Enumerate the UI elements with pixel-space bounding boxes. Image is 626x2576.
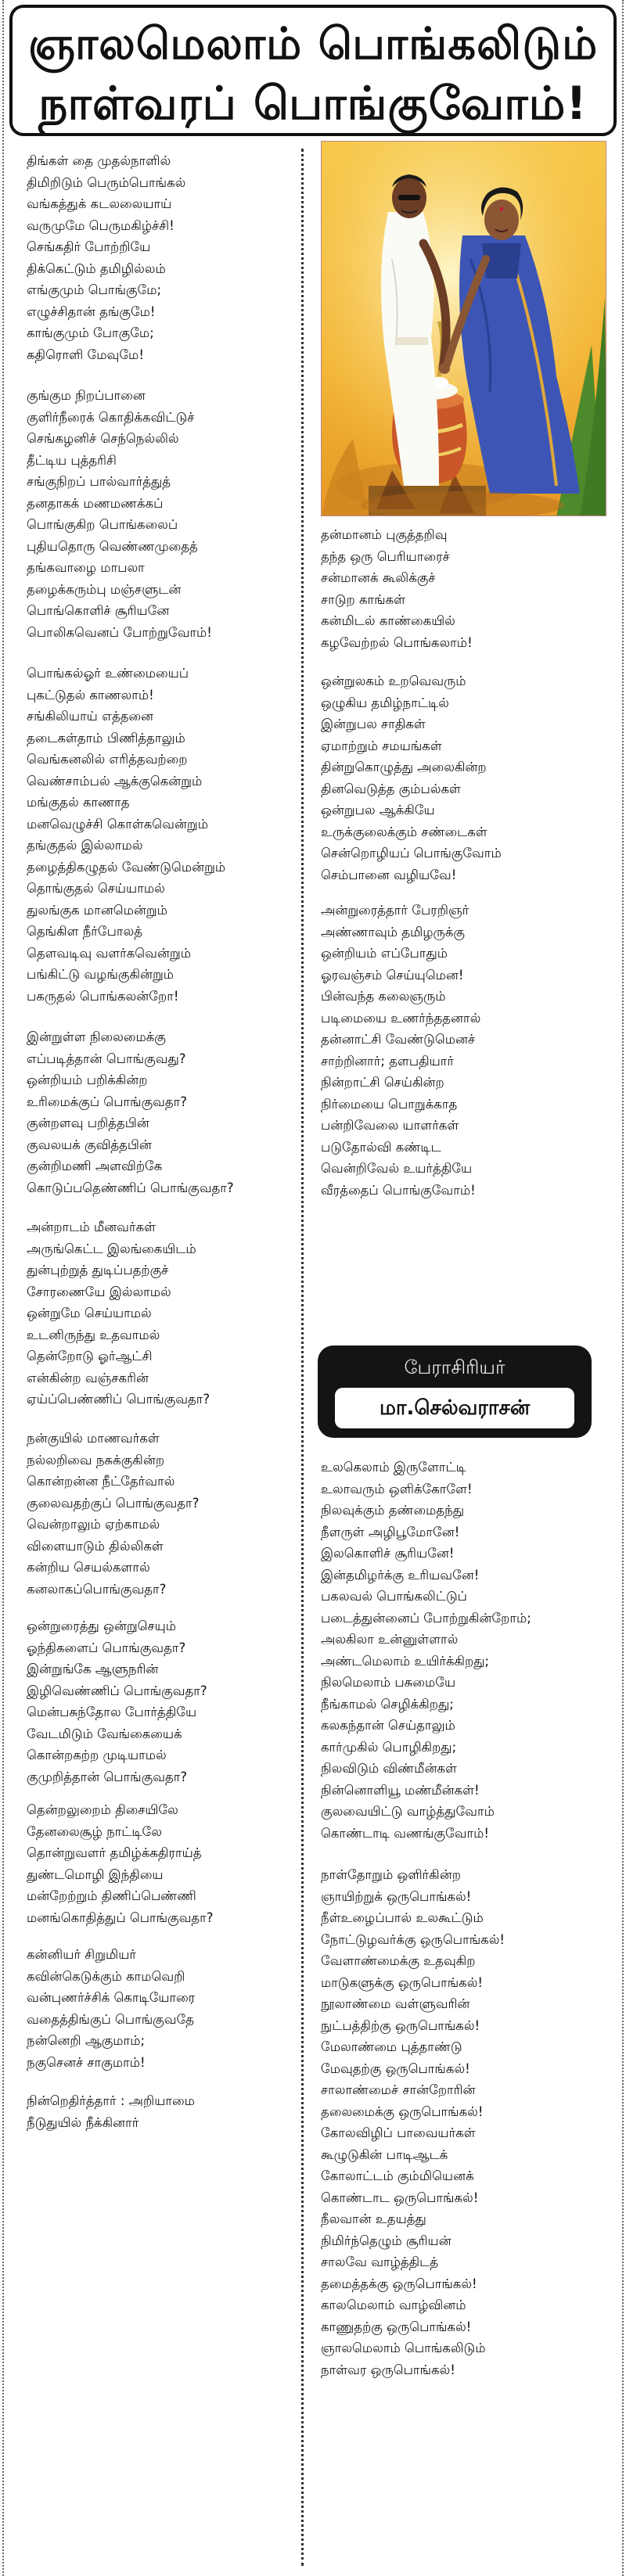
poem-line: உடனிருந்து உதவாமல் [27,1327,160,1342]
poem-line: தொங்குதல் செய்யாமல் [27,881,165,896]
poem-line: வெண்சாம்பல் ஆக்குகென்றும் [27,773,203,789]
poem-line: தெங்கிள நீர்போலத் [27,924,142,939]
poem-line: காணுதற்கு ஒருபொங்கல்! [321,2319,472,2334]
poem-line: கனலாகப்பொங்குவதா? [27,1581,167,1597]
poem-line: ஒன்றுலகம் உறவெவரும் [321,674,466,688]
poem-line: அன்றாடம் மீனவர்கள் [27,1220,156,1234]
poem-line: கொன்றகற்ற முடியாமல் [27,1748,167,1762]
poem-line: நீலவான் உதயத்து [321,2211,426,2226]
poem-line: அண்ணாவும் தமிழருக்கு [321,924,465,940]
poem-line: சாடுற காங்கள் [321,591,406,607]
poem-line: நிலமெலாம் பசுமையே [321,1675,456,1690]
poem-line: மன்றேற்றும் திணிப்பெண்ணி [27,1888,196,1903]
poem-line: நன்குயில் மாணவர்கள் [27,1431,160,1446]
poem-line: வென்றாலும் ஏற்காமல் [27,1517,160,1532]
poem-line: தின்றுகொழுத்து அலைகின்ற [321,760,487,774]
poem-line: நூலாண்மை வள்ளுவரின் [321,1996,470,2011]
poem-line: நின்றெதிர்த்தார் : அறியாமை [27,2093,195,2108]
poem-line: தங்குதல் இல்லாமல் [27,838,143,853]
poem-line: சோரணையே இல்லாமல் [27,1284,171,1299]
poem-line: கொடுப்பதெண்ணிப் பொங்குவதா? [27,1180,234,1195]
headline-line-2: நாள்வரப் பொங்குவோம்! [38,77,588,130]
poem-line: நாள்வர ஒருபொங்கல்! [321,2362,455,2377]
poem-line: தலைமைக்கு ஒருபொங்கல்! [321,2104,484,2119]
poem-line: தென்றோடு ஓர்ஆட்சி [27,1349,153,1363]
right-stanza-3 [321,900,618,1201]
poem-line: புதியதொரு வெண்ணமுதைத் [27,538,198,554]
poem-line: வன்புணர்ச்சிக் கொடியோரை [27,1990,196,2005]
poem-line: தெளவடிவு வளர்கவென்றும் [27,945,191,961]
poem-line: விளையாடும் தில்லிகள் [27,1538,164,1554]
poem-line: காங்குமும் போகுமே; [27,325,154,340]
poem-line: இன்றுள்ள நிலைமைக்கு [27,1029,166,1044]
right-stanza-1 [321,524,618,653]
poem-line: நுட்பத்திற்கு ஒருபொங்கல்! [321,2017,480,2033]
poem-line: திக்கெட்டும் தமிழில்லம் [27,260,166,276]
poem-line: கொன்றன்ன நீட்தேர்வால் [27,1474,175,1489]
poem-line: சாற்றினார்; தளபதியார் [321,1053,455,1069]
poem-line: திங்கள் தை முதல்நாளில் [27,153,171,168]
poem-line: கவின்கெடுக்கும் காமவெறி [27,1968,185,1984]
left-stanza-5 [27,1216,297,1410]
poem-line: இழிவெண்ணிப் பொங்குவதா? [27,1683,207,1698]
poem-line: பகலவல் பொங்கலிட்டுப் [321,1589,467,1604]
right-stanza-2 [321,670,618,886]
poem-line: தமைத்தக்கு ஒருபொங்கல்! [321,2276,477,2291]
poem-line: துண்டமொழி இந்தியை [27,1866,164,1882]
poem-line: சென்றொழியப் பொங்குவோம் [321,846,502,860]
poem-line: நோட்டுழவர்க்கு ஒருபொங்கல்! [321,1931,505,1947]
poem-line: நகுசெனச் சாகுமாம்! [27,2054,146,2070]
poem-line: கன்றிய செயல்களால் [27,1560,150,1575]
poem-line: துன்புற்றுத் துடிப்பதற்குச் [27,1263,169,1277]
poem-line: தொன்றுவளர் தமிழ்க்கதிராய்த் [27,1845,202,1860]
poem-line: தினவெடுத்த கும்பல்கள் [321,781,461,796]
left-stanza-1 [27,150,297,365]
poem-line: குலைவதற்குப் பொங்குவதா? [27,1495,200,1511]
poem-line: நீங்காமல் செழிக்கிறது; [321,1696,454,1712]
poem-line: மேலாண்மை புத்தாண்டு [321,2039,462,2054]
poem-line: ஓந்திகளைப் பொங்குவதா? [27,1640,186,1655]
poem-line: தன்மானம் புகுத்தறிவு [321,527,448,542]
poem-line: கழவேற்றல் பொங்கலாம்! [321,634,473,650]
poem-line: வீரத்தைப் பொங்குவோம்! [321,1182,476,1198]
poem-line: வருமுமே பெருமகிழ்ச்சி! [27,217,174,233]
poem-line: படுதோல்வி கண்டிட [321,1139,441,1155]
author-name: மா.செல்வராசன் [335,1388,574,1428]
author-box [318,1345,592,1438]
headline-line-1: ஞாலமெலாம் பொங்கலிடும் [27,19,599,70]
poem-line: நீளருள் அழிபூமோனே! [321,1524,460,1539]
poem-line: ஒழுகிய தமிழ்நாட்டில் [321,695,449,710]
poem-line: வென்றிவேல் உயர்த்தியே [321,1161,473,1176]
left-stanza-2 [27,385,297,643]
poem-line: ஞாலமெலாம் பொங்கலிடும் [321,2341,486,2355]
page-border-left [2,0,4,2576]
poem-line: நிலவுக்கும் தண்மைதந்து [321,1503,465,1518]
poem-line: மங்குதல் காணாத [27,795,130,810]
poem-line: ஒன்றியம் பறிக்கின்ற [27,1072,148,1087]
left-stanza-9 [27,1944,297,2073]
poem-line: ஓரவஞ்சம் செய்யுமென! [321,967,464,983]
poem-line: கூழுடுகின் பாடிஆடக் [321,2147,448,2162]
poem-line: குளிர்நீரைக் கொதிக்கவிட்டுச் [27,409,195,425]
poem-line: கார்முகில் பொழிகிறது; [321,1739,457,1755]
poem-line: உரிமைக்குப் பொங்குவதா? [27,1094,188,1109]
left-stanza-4 [27,1026,297,1198]
poem-line: கொண்டாட ஒருபொங்கல்! [321,2190,479,2205]
poem-line: உலகெலாம் இருளோட்டி [321,1460,466,1475]
poem-line: குன்றளவு பறித்தபின் [27,1116,149,1130]
poem-line: வங்கத்துக் கடலலையாய் [27,196,172,211]
poem-line: சாலாண்மைச் சான்றோரின் [321,2082,476,2097]
poem-line: துலங்குக மானமென்றும் [27,902,167,918]
poem-line: குன்றிமணி அளவிற்கே [27,1159,163,1173]
poem-line: காலமெலாம் வாழ்வினம் [321,2298,466,2312]
left-stanza-7 [27,1615,297,1787]
poem-line: தடைகள்தாம் பிணித்தாலும் [27,730,185,745]
poem-line: தீட்டிய புத்தரிசி [27,452,117,468]
poem-line: ஏய்ப்பெண்ணிப் பொங்குவதா? [27,1392,210,1407]
poem-line: நிலவிடும் விண்மீன்கள் [321,1761,457,1776]
poem-line: இலகொளிச் சூரியனே! [321,1546,455,1561]
left-stanza-6 [27,1428,297,1600]
poem-line: பொங்கொளிச் சூரியனே [27,603,170,618]
poem-line: எழுச்சிதான் தங்குமே! [27,304,156,319]
pongal-couple-photo [321,141,606,516]
poem-line: சாலவே வாழ்த்திடத் [321,2254,439,2269]
poem-line: அண்டமெலாம் உயிர்க்கிறது; [321,1653,490,1669]
poem-line: பகருதல் பொங்கலன்றோ! [27,988,179,1004]
poem-line: தழைத்திகழுதல் வேண்டுமென்றும் [27,859,226,875]
poem-line: மேவுதற்கு ஒருபொங்கல்! [321,2060,470,2076]
poem-line: தந்த ஒரு பெரியாரைச் [321,548,450,564]
left-stanza-8 [27,1799,297,1928]
poem-line: ஒன்றுரைத்து ஒன்றுசெயும் [27,1619,177,1633]
poem-line: தேனலைசூழ் நாட்டிலே [27,1823,162,1839]
poem-line: பன்றிவேலை யாளர்கள் [321,1118,459,1133]
poem-line: பொங்குகிற பொங்கலைப் [27,517,178,532]
poem-line: நின்றாட்சி செய்கின்ற [321,1075,444,1090]
poem-line: மென்பசுந்தோல போர்த்தியே [27,1705,197,1719]
poem-line: புகட்டுதல் காணலாம்! [27,687,154,702]
poem-line: தழைக்கரும்பு மஞ்சளுடன் [27,581,182,597]
poem-line: தன்னாட்சி வேண்டுமெனச் [321,1032,476,1047]
poem-line: திமிறிடும் பெரும்பொங்கல் [27,174,186,190]
right-stanza-5 [321,1864,618,2380]
poem-line: குவலயக் குவித்தபின் [27,1137,152,1152]
left-stanza-3 [27,663,297,1007]
poem-line: ஒன்றுபல ஆக்கியே [321,803,435,817]
poem-line: பொங்கல்ஓர் உண்மையைப் [27,666,189,681]
poem-line: பொலிகவெனப் போற்றுவோம்! [27,624,212,640]
poem-line: கன்மிடல் காண்கையில் [321,613,455,628]
poem-line: என்கின்ற வஞ்சகரின் [27,1370,149,1385]
poem-line: பங்கிட்டு வழங்குகின்றும் [27,967,174,982]
poem-line: கலகந்தான் செய்தாலும் [321,1718,455,1733]
poem-line: குங்கும நிறப்பானை [27,388,146,403]
poem-line: நீடுதுயில் நீக்கினார் [27,2114,139,2130]
poem-line: உருக்குலைக்கும் சண்டைகள் [321,824,487,839]
poem-line: ஏமாற்றும் சமயங்கள் [321,738,442,753]
poem-line: இன்றுபல சாதிகள் [321,717,426,731]
poem-line: அன்றுரைத்தார் பேரறிஞர் [321,903,470,918]
poem-line: தனதாகக் மணமணக்கப் [27,495,164,511]
poem-line: கதிரொளி மேவுமே! [27,347,144,362]
poem-line: சன்மானக் கூலிக்குச் [321,570,436,585]
poem-line: ஞாயிற்றுக் ஒருபொங்கல்! [321,1888,472,1904]
poem-line: படைத்துன்னைப் போற்றுகின்றோம்; [321,1610,531,1626]
poem-line: செம்பானை வழியவே! [321,867,457,882]
poem-line: வெங்கனலில் எரித்தவற்றை [27,752,188,767]
poem-line: சங்குநிறப் பால்வார்த்துத் [27,474,171,489]
poem-line: கோலவிழிப் பாவையர்கள் [321,2125,476,2140]
poem-line: நின்னொளியூ மண்மீன்கள்! [321,1782,480,1798]
poem-line: கோலாட்டம் கும்மியெனக் [321,2168,474,2183]
poem-line: நீள்உழைப்பால் உலகூட்டும் [321,1910,484,1925]
poem-line: படிமையை உணர்ந்ததனால் [321,1010,481,1026]
poem-line: கொண்டாடி வணங்குவோம்! [321,1825,489,1841]
poem-line: எப்படித்தான் பொங்குவது? [27,1051,186,1066]
poem-line: உலாவரும் ஒளிக்கோளே! [321,1481,473,1496]
poem-line: மாடுகளுக்கு ஒருபொங்கல்! [321,1974,484,1990]
poem-line: அலகிலா உன்னுள்ளால் [321,1632,459,1647]
author-title: பேராசிரியர் [404,1356,505,1378]
poem-line: ஒன்றுமே செய்யாமல் [27,1306,152,1320]
column-divider [301,149,304,2566]
poem-line: ஒன்றியம் எப்போதும் [321,946,448,961]
headline-box [9,5,617,136]
poem-line: இன்றுங்கே ஆளுநரின் [27,1662,159,1676]
poem-line: தென்றலுறைம் திசையிலே [27,1802,178,1817]
poem-line: பின்வந்த கலைஞரும் [321,989,446,1004]
poem-line: குமுறித்தான் பொங்குவதா? [27,1769,188,1784]
poem-line: வதைத்திங்குப் பொங்குவதே [27,2011,194,2027]
poem-line: வேடமிடும் வேங்கையைக் [27,1726,182,1741]
poem-line: நாள்தோறும் ஒளிர்கின்ற [321,1867,461,1882]
page-border-right [622,0,624,2576]
poem-line: மனவெழுச்சி கொள்கவென்றும் [27,816,209,832]
poem-line: கன்னியர் சிறுமியர் [27,1947,137,1962]
pongal-couple-illustration [322,142,606,516]
poem-line: நிர்மையை பொறுக்காத [321,1096,458,1112]
right-stanza-4 [321,1457,618,1844]
poem-line: நன்னெறி ஆகுமாம்; [27,2033,146,2048]
poem-line: வேளாண்மைக்கு உதவுகிற [321,1953,476,1968]
left-stanza-10 [27,2090,297,2133]
poem-line: மனங்கொதித்துப் பொங்குவதா? [27,1910,214,1925]
poem-line: செங்கழனிச் செந்நெல்லில் [27,431,179,446]
poem-line: எங்குமும் பொங்குமே; [27,282,162,297]
poem-line: அருங்கெட்ட இலங்கையிடம் [27,1241,196,1256]
poem-line: செங்கதிர் போற்றியே [27,239,151,254]
poem-line: சங்கிலியாய் எத்தனை [27,709,154,724]
poem-line: குலவையிட்டு வாழ்த்துவோம் [321,1804,495,1819]
poem-line: இன்தமிழர்க்கு உரியவனே! [321,1567,480,1583]
poem-line: நல்லறிவை நசுக்குகின்ற [27,1452,165,1468]
poem-line: நிமிர்ந்தெழும் சூரியன் [321,2233,452,2248]
poem-line: தங்கவாழை மாபலா [27,560,145,575]
